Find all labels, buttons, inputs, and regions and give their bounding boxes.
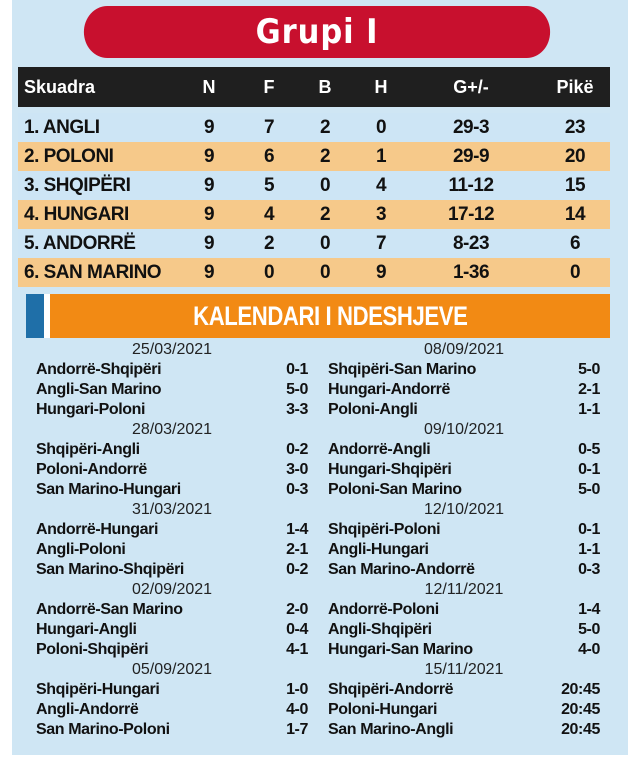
- match-row: [328, 560, 600, 580]
- standings-table: [18, 113, 610, 287]
- calendar-header: [26, 294, 610, 338]
- match-row: [36, 620, 308, 640]
- match-teams: San Marino-Andorrë: [328, 561, 475, 578]
- match-teams: Andorrë-Poloni: [328, 601, 439, 618]
- match-teams: Angli-Poloni: [36, 541, 126, 558]
- drawn-cell: 0: [319, 174, 331, 196]
- match-teams: Poloni-Shqipëri: [36, 641, 149, 658]
- match-row: [36, 680, 308, 700]
- match-row: [36, 700, 308, 720]
- match-teams: Andorrë-Angli: [328, 441, 431, 458]
- match-date: 28/03/2021: [131, 421, 213, 438]
- played-cell: 9: [203, 232, 215, 254]
- match-row: [36, 560, 308, 580]
- played-cell: 9: [203, 174, 215, 196]
- match-teams: Angli-San Marino: [36, 381, 162, 398]
- match-score: 0-3: [286, 481, 308, 498]
- goal-diff-cell: 1-36: [452, 261, 490, 283]
- match-row: [328, 620, 600, 640]
- match-score: 1-7: [286, 721, 308, 738]
- match-teams: San Marino-Poloni: [36, 721, 170, 738]
- match-teams: San Marino-Angli: [328, 721, 454, 738]
- goal-diff-cell: 29-9: [452, 145, 490, 167]
- match-row: [36, 480, 308, 500]
- match-score: 2-1: [578, 381, 600, 398]
- match-row: [328, 400, 600, 420]
- match-row: [328, 540, 600, 560]
- match-row: [328, 600, 600, 620]
- match-score: 0-1: [578, 461, 600, 478]
- won-cell: 7: [263, 116, 275, 138]
- match-teams: Poloni-Angli: [328, 401, 418, 418]
- points-cell: 15: [564, 174, 586, 196]
- match-score: 2-1: [286, 541, 308, 558]
- match-teams: Hungari-Shqipëri: [328, 461, 452, 478]
- goal-diff-cell: 17-12: [447, 203, 495, 225]
- lost-cell: 9: [375, 261, 387, 283]
- drawn-cell: 2: [319, 116, 331, 138]
- match-teams: Andorrë-Shqipëri: [36, 361, 162, 378]
- calendar-accent-bar: [26, 294, 44, 338]
- lost-cell: 3: [375, 203, 387, 225]
- match-row: [328, 520, 600, 540]
- table-row: [18, 200, 610, 229]
- match-row: [36, 400, 308, 420]
- match-score: 5-0: [578, 361, 600, 378]
- won-cell: 4: [263, 203, 275, 225]
- match-score: 1-4: [286, 521, 308, 538]
- match-score: 5-0: [578, 481, 600, 498]
- match-score: 0-3: [578, 561, 600, 578]
- drawn-cell: 0: [319, 261, 331, 283]
- header-goals: G+/-: [453, 76, 489, 97]
- goal-diff-cell: 8-23: [452, 232, 490, 254]
- match-score: 1-4: [578, 601, 600, 618]
- standings-header: [18, 67, 610, 107]
- match-teams: Andorrë-San Marino: [36, 601, 183, 618]
- match-row: [36, 380, 308, 400]
- match-score: 3-0: [286, 461, 308, 478]
- match-row: [36, 460, 308, 480]
- points-cell: 6: [569, 232, 581, 254]
- group-title: Grupi I: [84, 6, 550, 58]
- match-score: 20:45: [561, 681, 600, 698]
- points-cell: 0: [569, 261, 581, 283]
- match-score: 4-0: [578, 641, 600, 658]
- won-cell: 0: [263, 261, 275, 283]
- match-row: [36, 640, 308, 660]
- played-cell: 9: [203, 145, 215, 167]
- match-score: 4-1: [286, 641, 308, 658]
- match-score: 0-2: [286, 441, 308, 458]
- match-score: 2-0: [286, 601, 308, 618]
- match-score: 0-1: [578, 521, 600, 538]
- match-row: [328, 480, 600, 500]
- match-teams: Shqipëri-Poloni: [328, 521, 441, 538]
- match-score: 4-0: [286, 701, 308, 718]
- header-drawn: B: [318, 76, 332, 97]
- match-teams: Hungari-Andorrë: [328, 381, 451, 398]
- points-cell: 20: [564, 145, 586, 167]
- match-row: [36, 520, 308, 540]
- played-cell: 9: [203, 203, 215, 225]
- team-name-cell: 1. ANGLI: [24, 116, 100, 138]
- match-score: 1-1: [578, 541, 600, 558]
- match-date: 08/09/2021: [423, 341, 505, 358]
- match-row: [328, 720, 600, 740]
- team-name-cell: 4. HUNGARI: [24, 203, 129, 225]
- match-score: 0-4: [286, 621, 308, 638]
- match-score: 5-0: [286, 381, 308, 398]
- match-row: [328, 440, 600, 460]
- header-lost: H: [374, 76, 388, 97]
- played-cell: 9: [203, 261, 215, 283]
- header-points: Pikë: [556, 76, 594, 97]
- match-teams: Shqipëri-Angli: [36, 441, 140, 458]
- table-row: [18, 229, 610, 258]
- lost-cell: 0: [375, 116, 387, 138]
- drawn-cell: 0: [319, 232, 331, 254]
- table-row: [18, 142, 610, 171]
- match-teams: Andorrë-Hungari: [36, 521, 159, 538]
- match-teams: Hungari-San Marino: [328, 641, 473, 658]
- match-row: [328, 700, 600, 720]
- match-date: 02/09/2021: [131, 581, 213, 598]
- match-teams: San Marino-Shqipëri: [36, 561, 184, 578]
- match-date: 31/03/2021: [131, 501, 213, 518]
- match-score: 20:45: [561, 701, 600, 718]
- goal-diff-cell: 29-3: [452, 116, 490, 138]
- match-teams: Hungari-Poloni: [36, 401, 146, 418]
- match-teams: Shqipëri-San Marino: [328, 361, 476, 378]
- match-score: 1-1: [578, 401, 600, 418]
- drawn-cell: 2: [319, 203, 331, 225]
- lost-cell: 7: [375, 232, 387, 254]
- calendar-column-left: [36, 340, 308, 740]
- match-teams: Shqipëri-Andorrë: [328, 681, 454, 698]
- calendar-column-right: [328, 340, 600, 740]
- played-cell: 9: [203, 116, 215, 138]
- match-score: 0-2: [286, 561, 308, 578]
- match-date: 12/10/2021: [423, 501, 505, 518]
- match-score: 0-1: [286, 361, 308, 378]
- lost-cell: 4: [375, 174, 387, 196]
- team-name-cell: 2. POLONI: [24, 145, 114, 167]
- team-name-cell: 5. ANDORRË: [24, 232, 136, 254]
- match-teams: Poloni-Hungari: [328, 701, 438, 718]
- match-row: [328, 460, 600, 480]
- match-row: [328, 360, 600, 380]
- points-cell: 14: [564, 203, 586, 225]
- match-teams: Angli-Andorrë: [36, 701, 139, 718]
- points-cell: 23: [564, 116, 586, 138]
- match-score: 1-0: [286, 681, 308, 698]
- match-teams: Shqipëri-Hungari: [36, 681, 160, 698]
- won-cell: 6: [263, 145, 275, 167]
- match-row: [328, 680, 600, 700]
- table-row: [18, 171, 610, 200]
- calendar-title: KALENDARI I NDESHJEVE: [192, 300, 468, 331]
- match-row: [36, 360, 308, 380]
- match-score: 3-3: [286, 401, 308, 418]
- header-played: N: [202, 76, 216, 97]
- match-teams: Angli-Shqipëri: [328, 621, 432, 638]
- match-teams: Hungari-Angli: [36, 621, 137, 638]
- team-name-cell: 3. SHQIPËRI: [24, 174, 131, 196]
- header-won: F: [263, 76, 275, 97]
- match-row: [36, 440, 308, 460]
- team-name-cell: 6. SAN MARINO: [24, 261, 162, 283]
- match-teams: San Marino-Hungari: [36, 481, 181, 498]
- match-date: 12/11/2021: [424, 581, 504, 598]
- match-date: 15/11/2021: [424, 661, 504, 678]
- match-teams: Angli-Hungari: [328, 541, 429, 558]
- match-date: 09/10/2021: [423, 421, 505, 438]
- match-teams: Poloni-Andorrë: [36, 461, 147, 478]
- lost-cell: 1: [375, 145, 387, 167]
- match-date: 25/03/2021: [131, 341, 213, 358]
- match-score: 0-5: [578, 441, 600, 458]
- match-date: 05/09/2021: [131, 661, 213, 678]
- header-team: Skuadra: [24, 76, 96, 97]
- match-teams: Poloni-San Marino: [328, 481, 462, 498]
- drawn-cell: 2: [319, 145, 331, 167]
- match-row: [328, 380, 600, 400]
- table-row: [18, 113, 610, 142]
- match-row: [36, 720, 308, 740]
- match-score: 20:45: [561, 721, 600, 738]
- won-cell: 5: [263, 174, 275, 196]
- match-row: [328, 640, 600, 660]
- goal-diff-cell: 11-12: [448, 174, 494, 196]
- match-score: 5-0: [578, 621, 600, 638]
- match-row: [36, 540, 308, 560]
- calendar-title-banner: [50, 294, 610, 338]
- table-row: [18, 258, 610, 287]
- won-cell: 2: [263, 232, 275, 254]
- match-row: [36, 600, 308, 620]
